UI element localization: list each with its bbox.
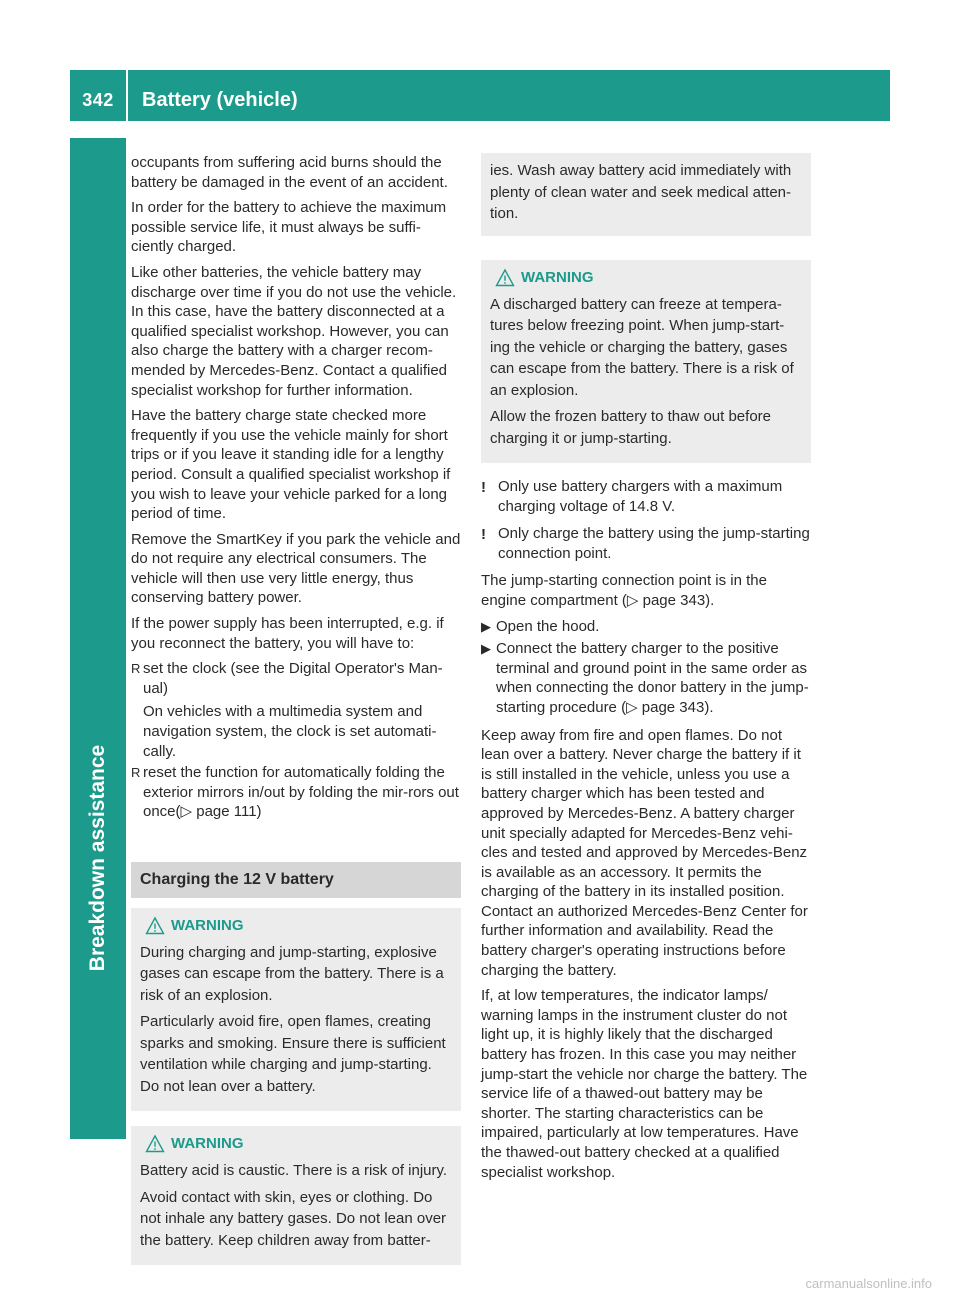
bullet-r-icon: R bbox=[131, 661, 141, 677]
warning-text: A discharged battery can freeze at tempera-tures below freezing point. When jump-start-ing the vehicle or charging the battery, gases can escape from the battery. There is a risk of an explosion. bbox=[490, 295, 794, 399]
step-arrow-icon: ▶ bbox=[481, 641, 491, 657]
warning-triangle-icon bbox=[145, 1134, 165, 1154]
warning-header bbox=[140, 916, 452, 936]
paragraph: In order for the battery to achieve the maximum possible service life, it must always be suffi-ciently charged. bbox=[131, 199, 447, 256]
warning-triangle-icon bbox=[495, 268, 515, 288]
page-number: 342 bbox=[82, 90, 114, 110]
step-text: Open the hood. bbox=[496, 617, 600, 635]
note-text: Only charge the battery using the jump-starting connection point. bbox=[498, 525, 810, 562]
bullet-r-icon: R bbox=[131, 765, 141, 781]
step-item bbox=[481, 617, 811, 637]
note-item bbox=[481, 524, 811, 563]
warning-label: WARNING bbox=[171, 916, 244, 934]
exclamation-icon: ! bbox=[481, 479, 486, 496]
list-item bbox=[131, 763, 461, 822]
warning-text: Allow the frozen battery to thaw out before charging it or jump-starting. bbox=[490, 408, 771, 447]
warning-header bbox=[490, 268, 802, 288]
warning-header bbox=[140, 1134, 452, 1154]
page-header bbox=[70, 70, 890, 121]
exclamation-icon: ! bbox=[481, 526, 486, 544]
warning-text: Battery acid is caustic. There is a risk of injury. bbox=[140, 1162, 448, 1180]
watermark: carmanualsonline.info bbox=[805, 1276, 932, 1291]
page-title: Battery (vehicle) bbox=[142, 89, 298, 111]
warning-text: ies. Wash away battery acid immediately with plenty of clean water and seek medical atten-tion. bbox=[490, 162, 792, 222]
paragraph: Like other batteries, the vehicle battery may discharge over time if you do not use the vehicle. In this case, have the battery disconnected at a qualified specialist workshop. However, you can also charge the battery with a charger recom-mended by Mercedes-Benz. Contact a qualified specialist workshop for further information. bbox=[131, 263, 457, 399]
section-sidebar bbox=[70, 138, 126, 1139]
step-item bbox=[481, 639, 811, 717]
warning-text: Avoid contact with skin, eyes or clothing. Do not inhale any battery gases. Do not lean over the battery. Keep children away from batter- bbox=[140, 1188, 447, 1249]
paragraph: occupants from suffering acid burns should the battery be damaged in the event of an accident. bbox=[131, 154, 448, 191]
warning-label: WARNING bbox=[171, 1135, 244, 1153]
warning-label: WARNING bbox=[521, 268, 594, 286]
sidebar-label: Breakdown assistance bbox=[86, 744, 109, 972]
warning-triangle-icon bbox=[145, 916, 165, 936]
warning-text: During charging and jump-starting, explosive gases can escape from the battery. There is a risk of an explosion. bbox=[140, 943, 444, 1004]
warning-box bbox=[131, 908, 461, 1112]
section-heading: Charging the 12 V battery bbox=[131, 862, 461, 898]
paragraph: Remove the SmartKey if you park the vehicle and do not require any electrical consumers. The vehicle will then use very little energy, thus conserving battery power. bbox=[131, 530, 461, 607]
warning-text: Particularly avoid fire, open flames, creating sparks and smoking. Ensure there is sufficient ventilation while charging and jump-starting. Do not lean over a battery. bbox=[140, 1013, 446, 1095]
paragraph: The jump-starting connection point is in the engine compartment (▷ page 343). bbox=[481, 572, 767, 609]
list-item-subtext: On vehicles with a multimedia system and navigation system, the clock is set automati-cally. bbox=[143, 703, 437, 760]
step-arrow-icon: ▶ bbox=[481, 618, 491, 634]
paragraph: Have the battery charge state checked more frequently if you use the vehicle mainly for short trips or if you leave it standing idle for a lengthy period. Consult a qualified specialist workshop if you wish to leave your vehicle parked for a long period of time. bbox=[131, 407, 451, 523]
paragraph: If the power supply has been interrupted, e.g. if you reconnect the battery, you will have to: bbox=[131, 615, 444, 652]
note-item bbox=[481, 477, 811, 516]
header-divider bbox=[126, 70, 128, 121]
warning-box bbox=[481, 260, 811, 464]
list-item bbox=[131, 659, 461, 761]
paragraph: If, at low temperatures, the indicator lamps/ warning lamps in the instrument cluster do not light up, it is highly likely that the discharged battery has frozen. In this case you may neither jump-start the vehicle nor charge the battery. The service life of a thawed-out battery may be shorter. The starting characteristics can be impaired, particularly at low temperatures. Have the thawed-out battery checked at a qualified specialist workshop. bbox=[481, 987, 808, 1181]
note-text: Only use battery chargers with a maximum charging voltage of 14.8 V. bbox=[498, 478, 783, 515]
right-column bbox=[481, 153, 811, 1188]
paragraph: Keep away from fire and open flames. Do not lean over a battery. Never charge the battery if it is still installed in the vehicle, unless you use a battery charger which has been tested and approved by Mercedes-Benz. A battery charger unit specially adapted for Mercedes-Benz vehi-cles and tested and approved by Mercedes-Benz is available as an accessory. It permits the charging of the battery in its installed position. Contact an authorized Mercedes-Benz Center for further information and availability. Read the battery charger's operating instructions before charging the battery. bbox=[481, 726, 808, 979]
step-text: Connect the battery charger to the positive terminal and ground point in the same order as when connecting the donor battery in the jump-starting procedure (▷ page 343). bbox=[496, 640, 809, 716]
list-item-text: reset the function for automatically folding the exterior mirrors in/out by folding the mir-rors out once(▷ page 111) bbox=[143, 764, 459, 821]
list-item-text: set the clock (see the Digital Operator's Man-ual) bbox=[143, 660, 443, 697]
warning-box-continued bbox=[481, 153, 811, 236]
left-column bbox=[131, 153, 461, 1276]
warning-box bbox=[131, 1126, 461, 1265]
